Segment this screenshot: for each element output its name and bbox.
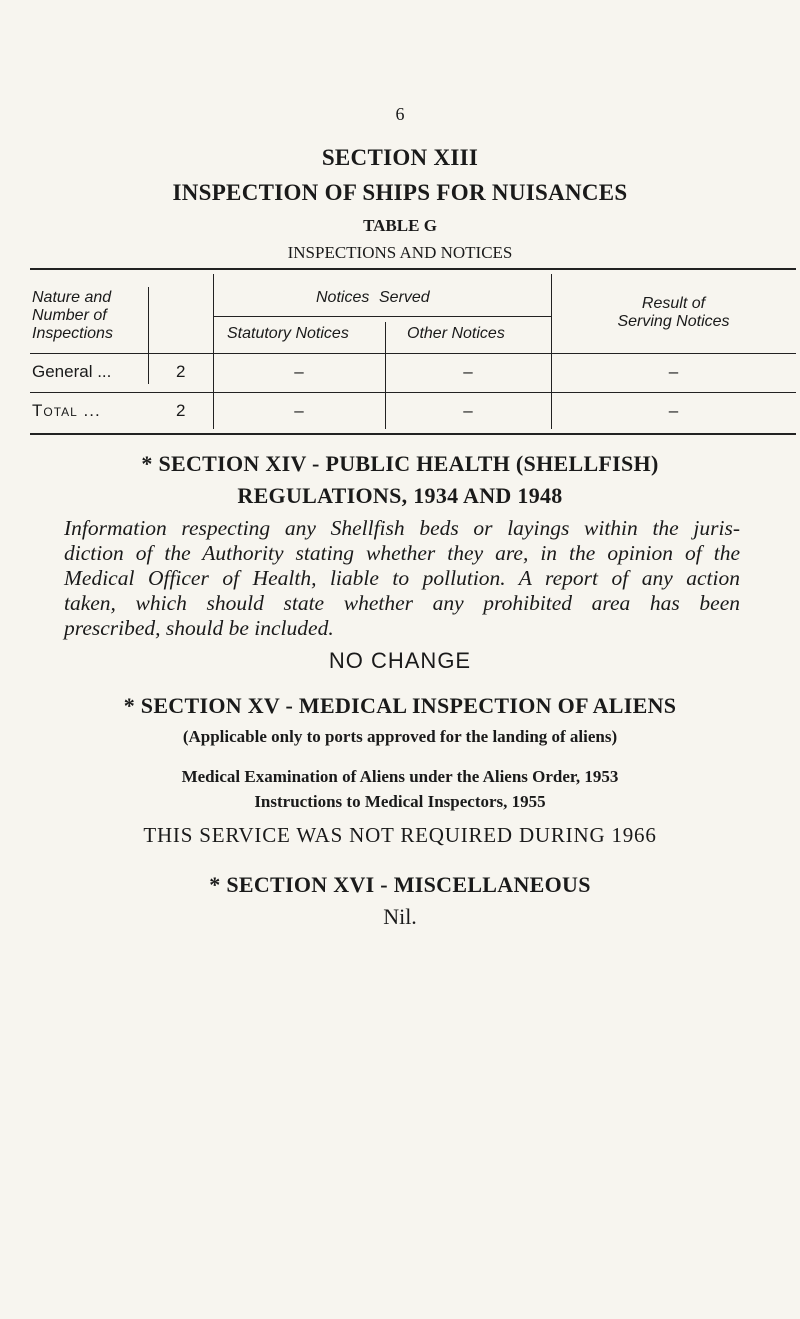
header-other: Other Notices: [407, 325, 505, 342]
table-bottom-rule: [30, 433, 796, 435]
section-14-paragraph: diction of the Authority stating whether they are, in the opinion of the: [64, 541, 740, 565]
table-top-rule: [30, 268, 796, 270]
row-label: Total ...: [32, 401, 101, 420]
header-result: Result of: [641, 295, 706, 312]
section-15-reference: Instructions to Medical Inspectors, 1955: [254, 792, 546, 811]
cell-other: –: [463, 362, 473, 381]
header-sub-rule: [213, 316, 551, 317]
header-served: Served: [379, 289, 430, 306]
section-14-title: * SECTION XIV - PUBLIC HEALTH (SHELLFISH): [141, 451, 659, 476]
page-number: 6: [395, 104, 405, 124]
section-16-title: * SECTION XVI - MISCELLANEOUS: [209, 872, 591, 897]
section-15-title: * SECTION XV - MEDICAL INSPECTION OF ALIENS: [123, 693, 677, 718]
row-divider: [30, 392, 796, 393]
col-divider: [148, 287, 149, 384]
header-bottom-rule: [30, 353, 796, 354]
section-14-status: NO CHANGE: [328, 648, 472, 673]
cell-statutory: –: [294, 401, 304, 420]
row-label: General ...: [32, 362, 112, 381]
section-15-note: (Applicable only to ports approved for the landing of aliens): [182, 727, 618, 746]
cell-statutory: –: [294, 362, 304, 381]
header-result: Serving Notices: [617, 313, 730, 330]
header-nature: Inspections: [32, 325, 113, 342]
cell-other: –: [463, 401, 473, 420]
section-13-subtitle: INSPECTION OF SHIPS FOR NUISANCES: [172, 180, 628, 205]
cell-result: –: [668, 401, 679, 420]
section-13-title: SECTION XIII: [321, 145, 479, 170]
section-14-paragraph: Medical Officer of Health, liable to pollution. A report of any action: [64, 566, 740, 590]
header-notices: Notices: [316, 289, 370, 306]
section-14-title: REGULATIONS, 1934 AND 1948: [237, 483, 563, 508]
header-nature: Number of: [32, 307, 107, 324]
row-number: 2: [176, 362, 186, 381]
section-16-content: Nil.: [383, 904, 417, 929]
cell-result: –: [668, 362, 679, 381]
table-caption: INSPECTIONS AND NOTICES: [287, 243, 513, 262]
section-14-paragraph: Information respecting any Shellfish beds or layings within the juris-: [64, 516, 740, 540]
header-nature: Nature and: [32, 289, 112, 306]
section-15-status: THIS SERVICE WAS NOT REQUIRED DURING 1966: [143, 823, 657, 847]
table-label: TABLE G: [363, 216, 437, 235]
section-14-paragraph: prescribed, should be included.: [64, 616, 334, 640]
section-15-reference: Medical Examination of Aliens under the Aliens Order, 1953: [181, 767, 619, 786]
section-14-paragraph: taken, which should state whether any prohibited area has been: [64, 591, 740, 615]
header-statutory: Statutory Notices: [227, 325, 349, 342]
row-number: 2: [176, 401, 186, 420]
